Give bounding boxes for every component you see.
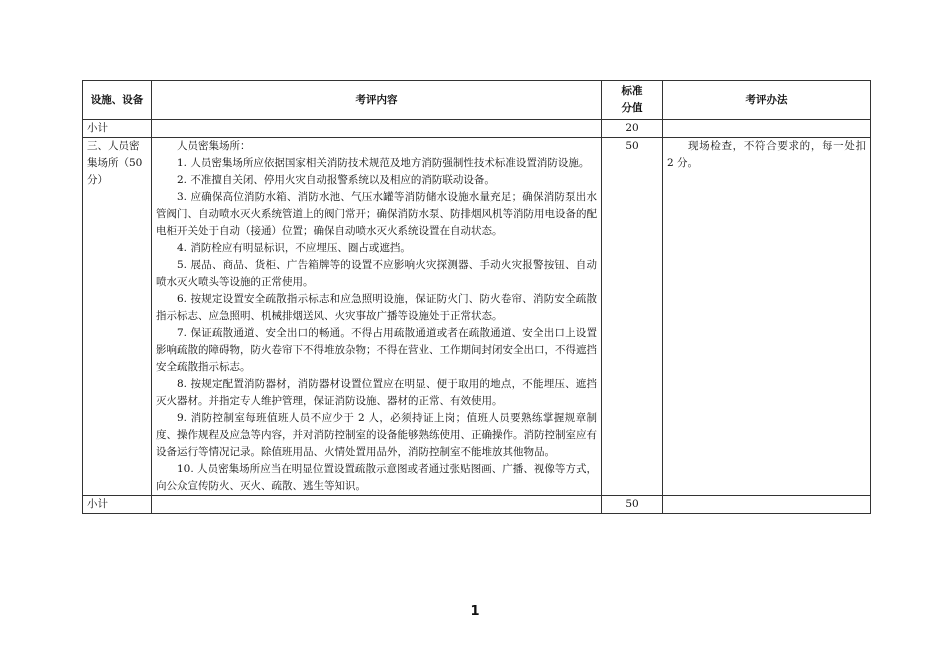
- content-item: 人员密集场所：: [177, 140, 251, 152]
- header-content: 考评内容: [152, 81, 602, 120]
- subtotal-2-content: [152, 496, 602, 514]
- subtotal-row-2: [83, 496, 871, 514]
- subtotal-row-1: [83, 120, 871, 138]
- section-label: 三、人员密集场所（50分）: [83, 138, 152, 496]
- content-item: 1. 人员密集场所应依据国家相关消防技术规范及地方消防强制性技术标准设置消防设施。: [177, 157, 590, 169]
- content-item: 5. 展品、商品、货柜、广告箱牌等的设置不应影响火灾探测器、手动火灾报警按钮、自动喷水灭火喷头等设施的正常使用。: [156, 259, 597, 288]
- evaluation-table: [82, 80, 871, 514]
- subtotal-2-label: 小计: [83, 496, 152, 514]
- section-score: 50: [602, 138, 663, 496]
- header-score: [602, 81, 663, 120]
- header-facility: 设施、设备: [83, 81, 152, 120]
- subtotal-2-method: [663, 496, 871, 514]
- subtotal-1-method: [663, 120, 871, 138]
- subtotal-2-score: 50: [602, 496, 663, 514]
- content-item: 4. 消防栓应有明显标识，不应埋压、圈占或遮挡。: [177, 242, 411, 254]
- content-item: 10. 人员密集场所应当在明显位置设置疏散示意图或者通过张贴图画、广播、视像等方式，向公众宣传防火、灭火、疏散、逃生等知识。: [156, 463, 597, 492]
- subtotal-1-label: 小计: [83, 120, 152, 138]
- content-item: 7. 保证疏散通道、安全出口的畅通。不得占用疏散通道或者在疏散通道、安全出口上设置影响疏散的障碍物，防火卷帘下不得堆放杂物；不得在营业、工作期间封闭安全出口，不得遮挡安全疏散指示标志。: [156, 327, 597, 373]
- section-method: [663, 138, 871, 496]
- method-text: 现场检查，不符合要求的，每一处扣 2 分。: [667, 140, 866, 169]
- header-method: 考评办法: [663, 81, 871, 120]
- page-number: 1: [470, 604, 480, 619]
- subtotal-1-content: [152, 120, 602, 138]
- header-row: [83, 81, 871, 120]
- section-row: [83, 138, 871, 496]
- content-item: 8. 按规定配置消防器材，消防器材设置位置应在明显、便于取用的地点，不能埋压、遮挡灭火器材。并指定专人维护管理，保证消防设施、器材的正常、有效使用。: [156, 378, 597, 407]
- header-score-line1: 标准: [621, 85, 643, 97]
- content-item: 2. 不准擅自关闭、停用火灾自动报警系统以及相应的消防联动设备。: [177, 174, 495, 186]
- content-item: 6. 按规定设置安全疏散指示标志和应急照明设施，保证防火门、防火卷帘、消防安全疏散指示标志、应急照明、机械排烟送风、火灾事故广播等设施处于正常状态。: [156, 293, 597, 322]
- content-item: 9. 消防控制室每班值班人员不应少于 2 人，必须持证上岗；值班人员要熟练掌握规章制度、操作规程及应急等内容，并对消防控制室的设备能够熟练使用、正确操作。消防控制室应有设备运行等情况记录。除值班用品、火情处置用品外，消防控制室不能堆放其他物品。: [156, 412, 597, 458]
- content-item: 3. 应确保高位消防水箱、消防水池、气压水罐等消防储水设施水量充足；确保消防泵出水管阀门、自动喷水灭火系统管道上的阀门常开；确保消防水泵、防排烟风机等消防用电设备的配电柜开关处于自动（接通）位置；确保自动喷水灭火系统设置在自动状态。: [156, 191, 597, 237]
- subtotal-1-score: 20: [602, 120, 663, 138]
- header-score-line2: 分值: [621, 102, 643, 114]
- section-content: [152, 138, 602, 496]
